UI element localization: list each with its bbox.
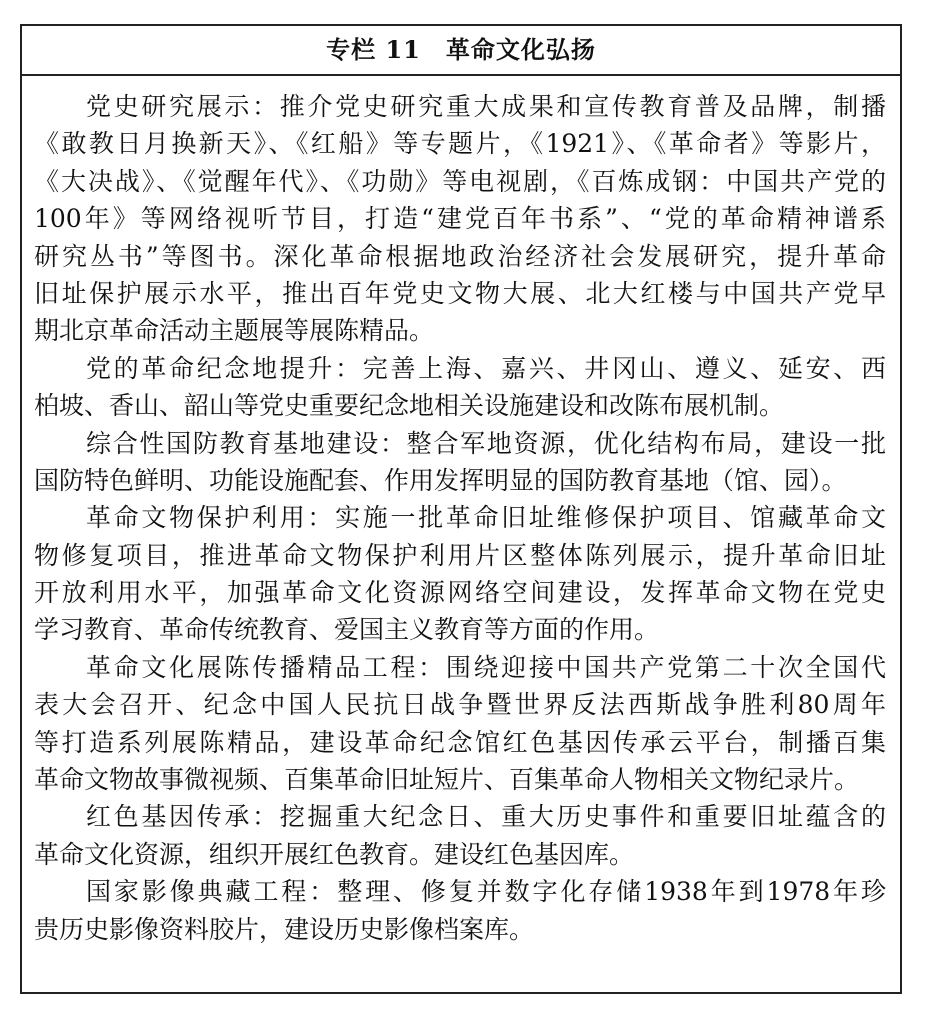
paragraph <box>34 350 886 425</box>
column-title: 专栏 11 革命文化弘扬 <box>22 26 900 76</box>
column-box <box>20 24 902 994</box>
text-line: 革命文化资源，组织开展红色教育。建设红色基因库。 <box>34 839 635 869</box>
paragraph <box>34 88 886 350</box>
text-line: 学习教育、革命传统教育、爱国主义教育等方面的作用。 <box>34 615 660 645</box>
paragraph <box>34 499 886 649</box>
text-line: 研究丛书”等图书。深化革命根据地政治经济社会发展研究，提升革命 <box>34 241 886 271</box>
paragraph <box>34 425 886 500</box>
paragraph <box>34 649 886 799</box>
text-line: 100年》等网络视听节目，打造“建党百年书系”、“党的革命精神谱系 <box>34 204 886 234</box>
text-line: 开放利用水平，加强革命文化资源网络空间建设，发挥革命文物在党史 <box>34 578 886 608</box>
text-line: 旧址保护展示水平，推出百年党史文物大展、北大红楼与中国共产党早 <box>34 278 886 308</box>
text-line: 等打造系列展陈精品，建设革命纪念馆红色基因传承云平台，制播百集 <box>34 727 886 757</box>
text-line: 党史研究展示：推介党史研究重大成果和宣传教育普及品牌，制播 <box>86 92 886 121</box>
text-line: 国防特色鲜明、功能设施配套、作用发挥明显的国防教育基地（馆、园）。 <box>34 465 847 495</box>
paragraph <box>34 798 886 873</box>
text-line: 《敢教日月换新天》、《红船》等专题片，《1921》、《革命者》等影片， <box>34 129 886 159</box>
text-line: 综合性国防教育基地建设：整合军地资源，优化结构布局，建设一批 <box>86 428 886 458</box>
text-line: 红色基因传承：挖掘重大纪念日、重大历史事件和重要旧址蕴含的 <box>86 802 886 832</box>
text-line: 党的革命纪念地提升：完善上海、嘉兴、井冈山、遵义、延安、西 <box>86 353 886 383</box>
text-line: 柏坡、香山、韶山等党史重要纪念地相关设施建设和改陈布展机制。 <box>34 391 785 421</box>
text-line: 表大会召开、纪念中国人民抗日战争暨世界反法西斯战争胜利80周年 <box>34 690 886 720</box>
paragraph <box>34 873 886 948</box>
text-line: 国家影像典藏工程：整理、修复并数字化存储1938年到1978年珍 <box>86 877 886 907</box>
text-line: 《大决战》、《觉醒年代》、《功勋》等电视剧，《百炼成钢：中国共产党的 <box>34 166 886 196</box>
text-line: 革命文物保护利用：实施一批革命旧址维修保护项目、馆藏革命文 <box>86 503 886 533</box>
text-line: 物修复项目，推进革命文物保护利用片区整体陈列展示，提升革命旧址 <box>34 540 886 570</box>
text-line: 贵历史影像资料胶片，建设历史影像档案库。 <box>34 914 535 944</box>
text-line: 革命文物故事微视频、百集革命旧址短片、百集革命人物相关文物纪录片。 <box>34 765 860 795</box>
text-line: 革命文化展陈传播精品工程：围绕迎接中国共产党第二十次全国代 <box>86 652 886 682</box>
text-line: 期北京革命活动主题展等展陈精品。 <box>34 316 435 346</box>
column-content <box>22 76 900 948</box>
